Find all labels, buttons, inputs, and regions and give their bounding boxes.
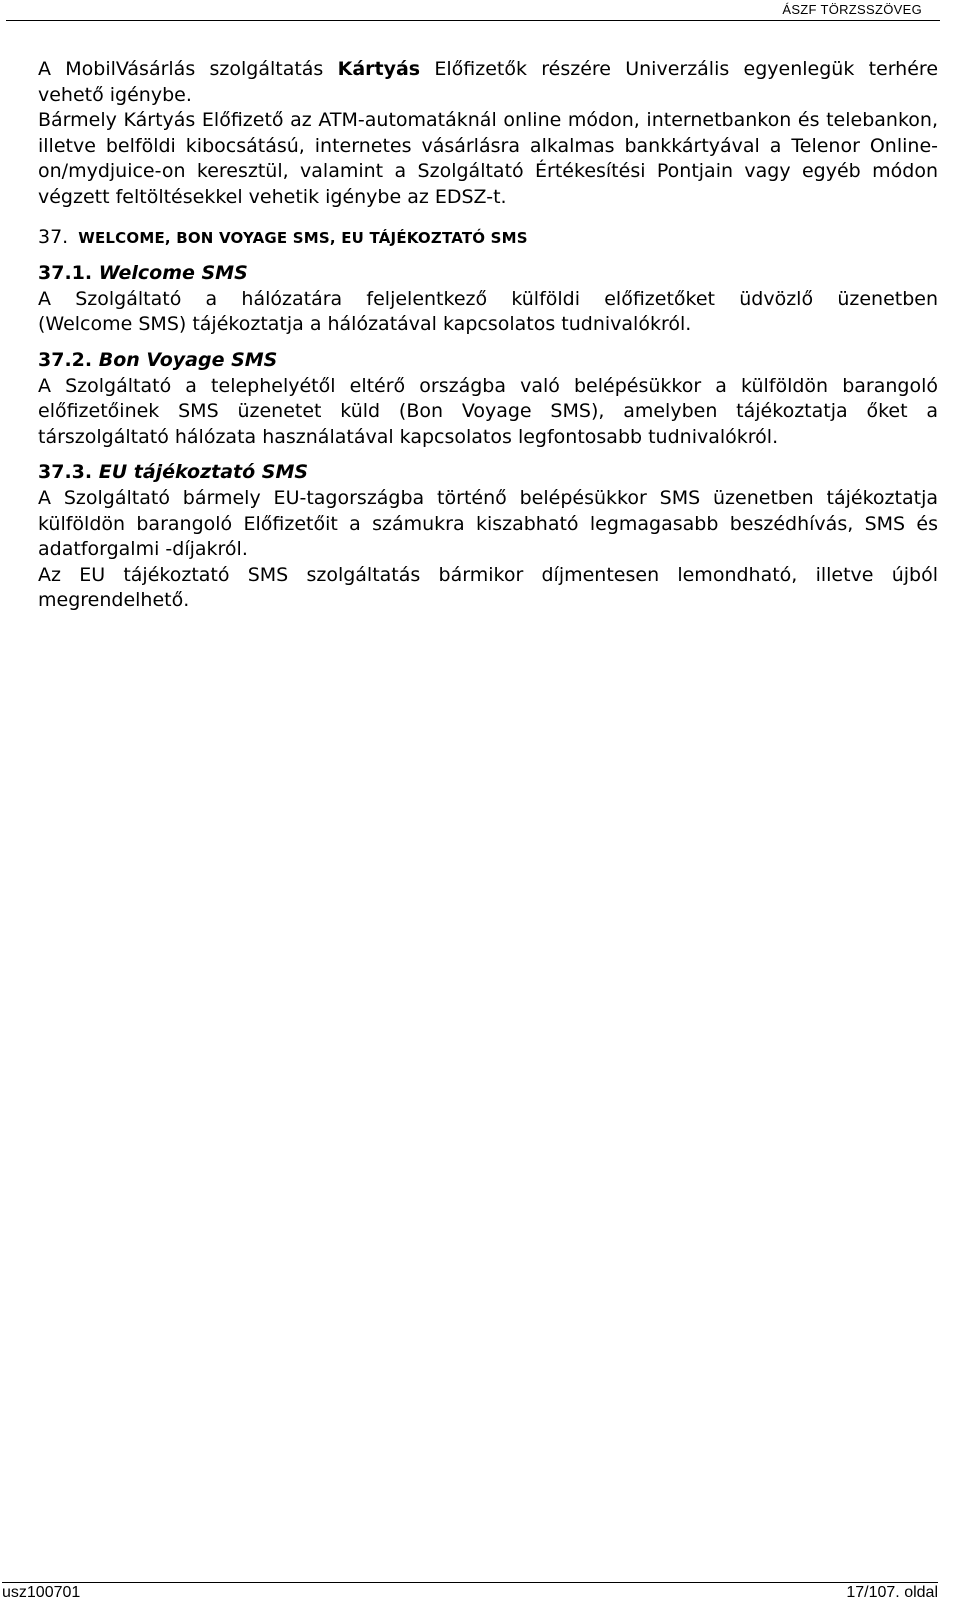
section-37-2 <box>38 348 938 450</box>
document-id: usz100701 <box>2 1584 81 1601</box>
section-title: Welcome SMS <box>98 262 248 285</box>
chapter-number: 37. <box>38 225 69 248</box>
header-title: ÁSZF TÖRZSSZÖVEG <box>782 2 922 17</box>
section-text: A Szolgáltató bármely EU-tagországba történő belépésükkor SMS üzenetben tájékoztatja külföldön barangoló Előfizetőit a számukra kiszabható legmagasabb beszédhívás, SMS és adatforgalmi -díjakról. <box>38 486 938 561</box>
section-title: EU tájékoztató SMS <box>98 461 309 484</box>
section-heading <box>38 261 938 287</box>
intro-paragraph-1 <box>38 57 938 83</box>
intro-paragraph-2: Bármely Kártyás Előfizető az ATM-automatáknál online módon, internetbankon és telebankon, illetve belföldi kibocsátású, internetes vásárlásra alkalmas bankkártyával a Telenor Online-on/mydjuice-on keresztül, valamint a Szolgáltató Értékesítési Pontjain vagy egyéb módon végzett feltöltésekkel vehetik igénybe az EDSZ-t. <box>38 109 938 208</box>
intro-paragraph-1-end: vehető igénybe. <box>38 83 192 106</box>
intro-bold-text: Kártyás <box>337 58 421 80</box>
section-number: 37.1. <box>38 262 93 285</box>
section-text-end: (Welcome SMS) tájékoztatja a hálózatával kapcsolatos tudnivalókról. <box>38 313 692 336</box>
intro-text-cont: Előfizetők részére Univerzális egyenlegük terhére <box>420 58 939 80</box>
section-text-2: Az EU tájékoztató SMS szolgáltatás bármikor díjmentesen lemondható, illetve újból megrendelhető. <box>38 563 938 612</box>
page-number: 17/107. oldal <box>846 1584 938 1601</box>
page-header <box>6 0 940 21</box>
section-heading <box>38 460 938 486</box>
section-title: Bon Voyage SMS <box>98 348 278 371</box>
document-body <box>38 57 938 614</box>
chapter-title: WELCOME, BON VOYAGE SMS, EU TÁJÉKOZTATÓ SMS <box>78 228 528 247</box>
section-text: A Szolgáltató a telephelyétől eltérő országba való belépésükkor a külföldön barangoló előfizetőinek SMS üzenetet küld (Bon Voyage SMS), amelyben tájékoztatja őket a társzolgáltató hálózata használatával kapcsolatos legfontosabb tudnivalókról. <box>38 374 938 448</box>
section-37-3 <box>38 460 938 614</box>
section-37-1 <box>38 261 938 338</box>
chapter-heading <box>38 225 938 252</box>
section-heading <box>38 348 938 374</box>
page-footer <box>2 1582 938 1601</box>
section-number: 37.3. <box>38 461 93 484</box>
intro-text: A MobilVásárlás szolgáltatás <box>38 58 338 80</box>
section-text: A Szolgáltató a hálózatára feljelentkező külföldi előfizetőket üdvözlő üzenetben <box>38 287 938 310</box>
section-number: 37.2. <box>38 348 93 371</box>
